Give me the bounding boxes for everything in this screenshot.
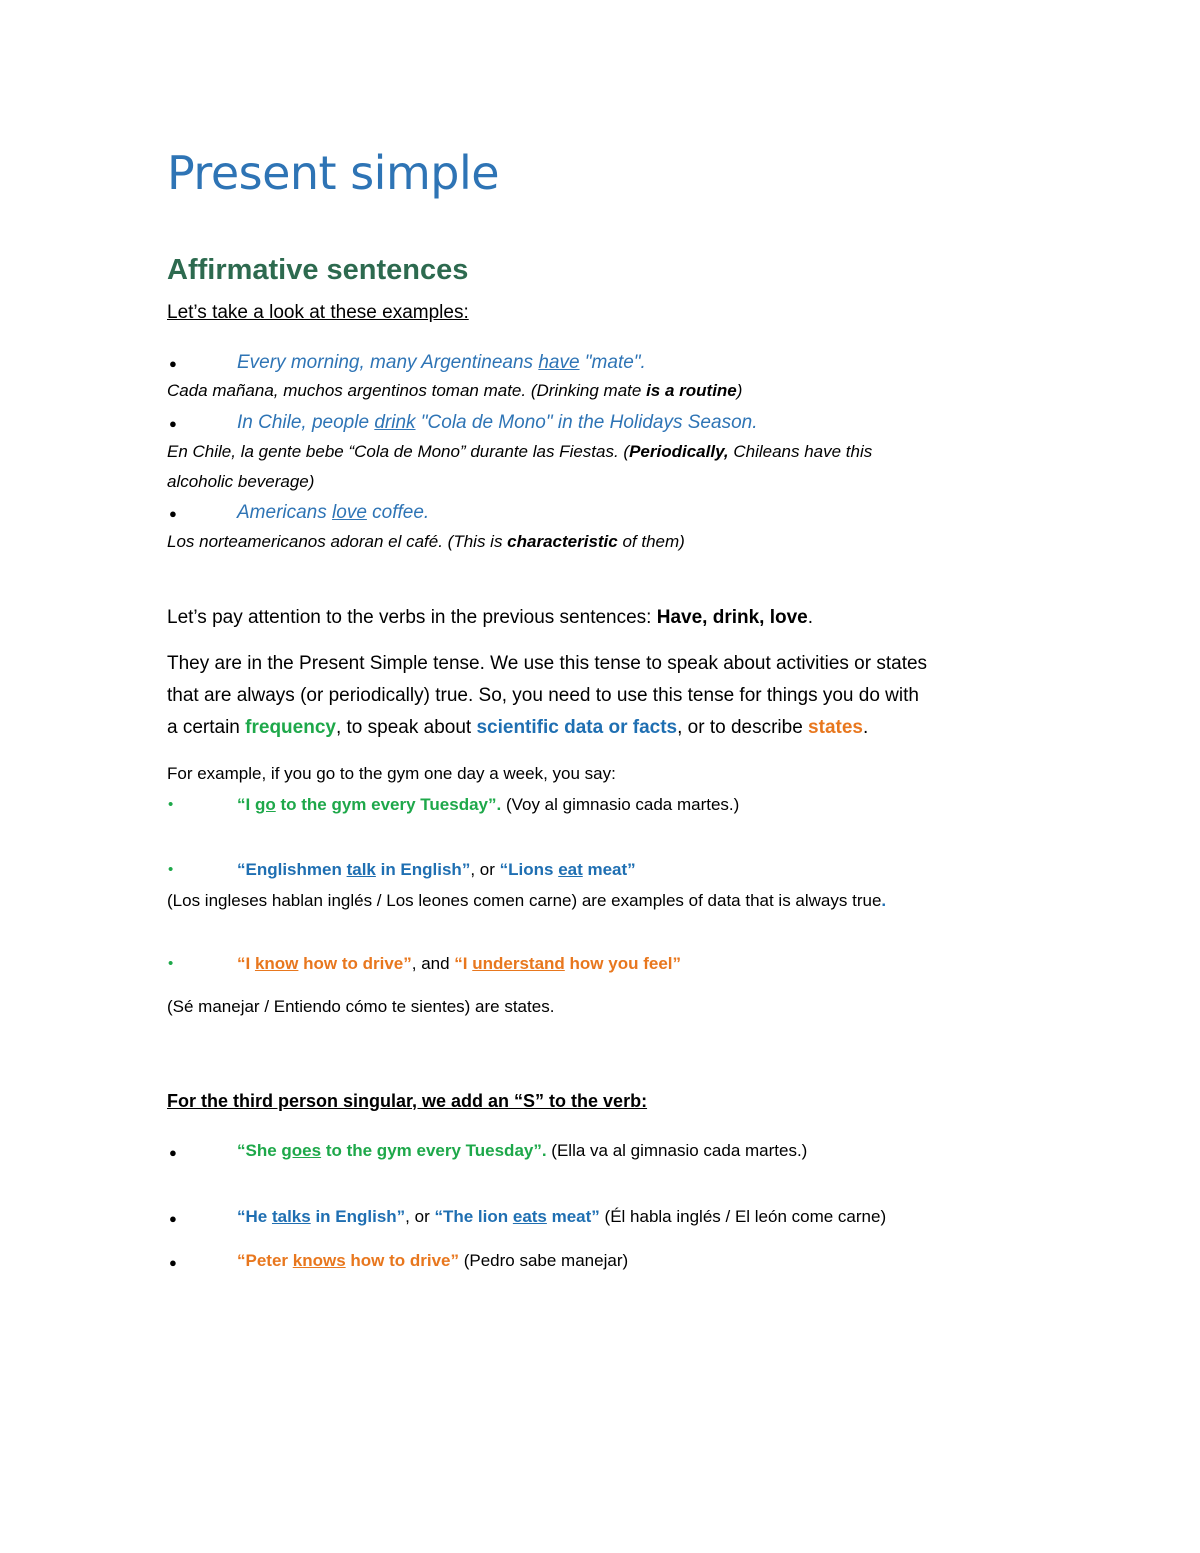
example-talk-eat: “Englishmen talk in English”, or “Lions eat meat” <box>237 860 636 879</box>
third-person-example-1: “She goes to the gym every Tuesday”. (Ella va al gimnasio cada martes.) <box>237 1141 808 1160</box>
paragraph-line-2: that are always (or periodically) true. So, you need to use this tense for things you do with <box>167 685 919 706</box>
verb-drink: drink <box>374 412 416 433</box>
bullet-icon: • <box>168 861 174 878</box>
paragraph-line-1: They are in the Present Simple tense. We use this tense to speak about activities or states <box>167 653 928 674</box>
bullet-icon: ● <box>169 1255 177 1270</box>
third-person-heading: For the third person singular, we add an “S” to the verb: <box>167 1091 648 1111</box>
third-person-example-3: “Peter knows how to drive” (Pedro sabe manejar) <box>237 1251 629 1270</box>
bullet-icon: • <box>168 796 174 813</box>
bullet-icon: ● <box>169 1211 177 1226</box>
paragraph-line-3: a certain frequency, to speak about scientific data or facts, or to describe states. <box>167 717 869 738</box>
example-translation-2-cont: alcoholic beverage) <box>167 472 315 491</box>
verb-love: love <box>332 502 367 523</box>
example-go: “I go to the gym every Tuesday”. (Voy al gimnasio cada martes.) <box>237 795 740 814</box>
bullet-icon: ● <box>169 416 177 431</box>
bullet-icon: ● <box>169 506 177 521</box>
example-know-understand: “I know how to drive”, and “I understand how you feel” <box>237 954 681 973</box>
for-example-text: For example, if you go to the gym one day a week, you say: <box>167 764 616 783</box>
third-person-example-2: “He talks in English”, or “The lion eats meat” (Él habla inglés / El león come carne) <box>237 1207 887 1226</box>
bullet-icon: ● <box>169 1145 177 1160</box>
bullet-icon: • <box>168 955 174 972</box>
example-translation-1: Cada mañana, muchos argentinos toman mate. (Drinking mate is a routine) <box>167 381 743 400</box>
page-title: Present simple <box>167 146 500 200</box>
example-states-translation: (Sé manejar / Entiendo cómo te sientes) are states. <box>167 997 555 1016</box>
intro-text: Let’s take a look at these examples: <box>167 302 469 323</box>
example-talk-eat-translation: (Los ingleses hablan inglés / Los leones comen carne) are examples of data that is always true. <box>167 891 887 910</box>
section-heading: Affirmative sentences <box>167 254 469 286</box>
verbs-attention-line: Let’s pay attention to the verbs in the previous sentences: Have, drink, love. <box>167 607 814 628</box>
example-translation-3: Los norteamericanos adoran el café. (This is characteristic of them) <box>167 532 685 551</box>
example-sentence-1: Every morning, many Argentineans have "mate". <box>237 352 646 373</box>
verb-have: have <box>538 352 580 373</box>
example-sentence-2: In Chile, people drink "Cola de Mono" in the Holidays Season. <box>237 412 758 433</box>
bullet-icon: ● <box>169 356 177 371</box>
example-translation-2: En Chile, la gente bebe “Cola de Mono” durante las Fiestas. (Periodically, Chileans have this <box>167 442 873 461</box>
example-sentence-3: Americans love coffee. <box>237 502 430 523</box>
